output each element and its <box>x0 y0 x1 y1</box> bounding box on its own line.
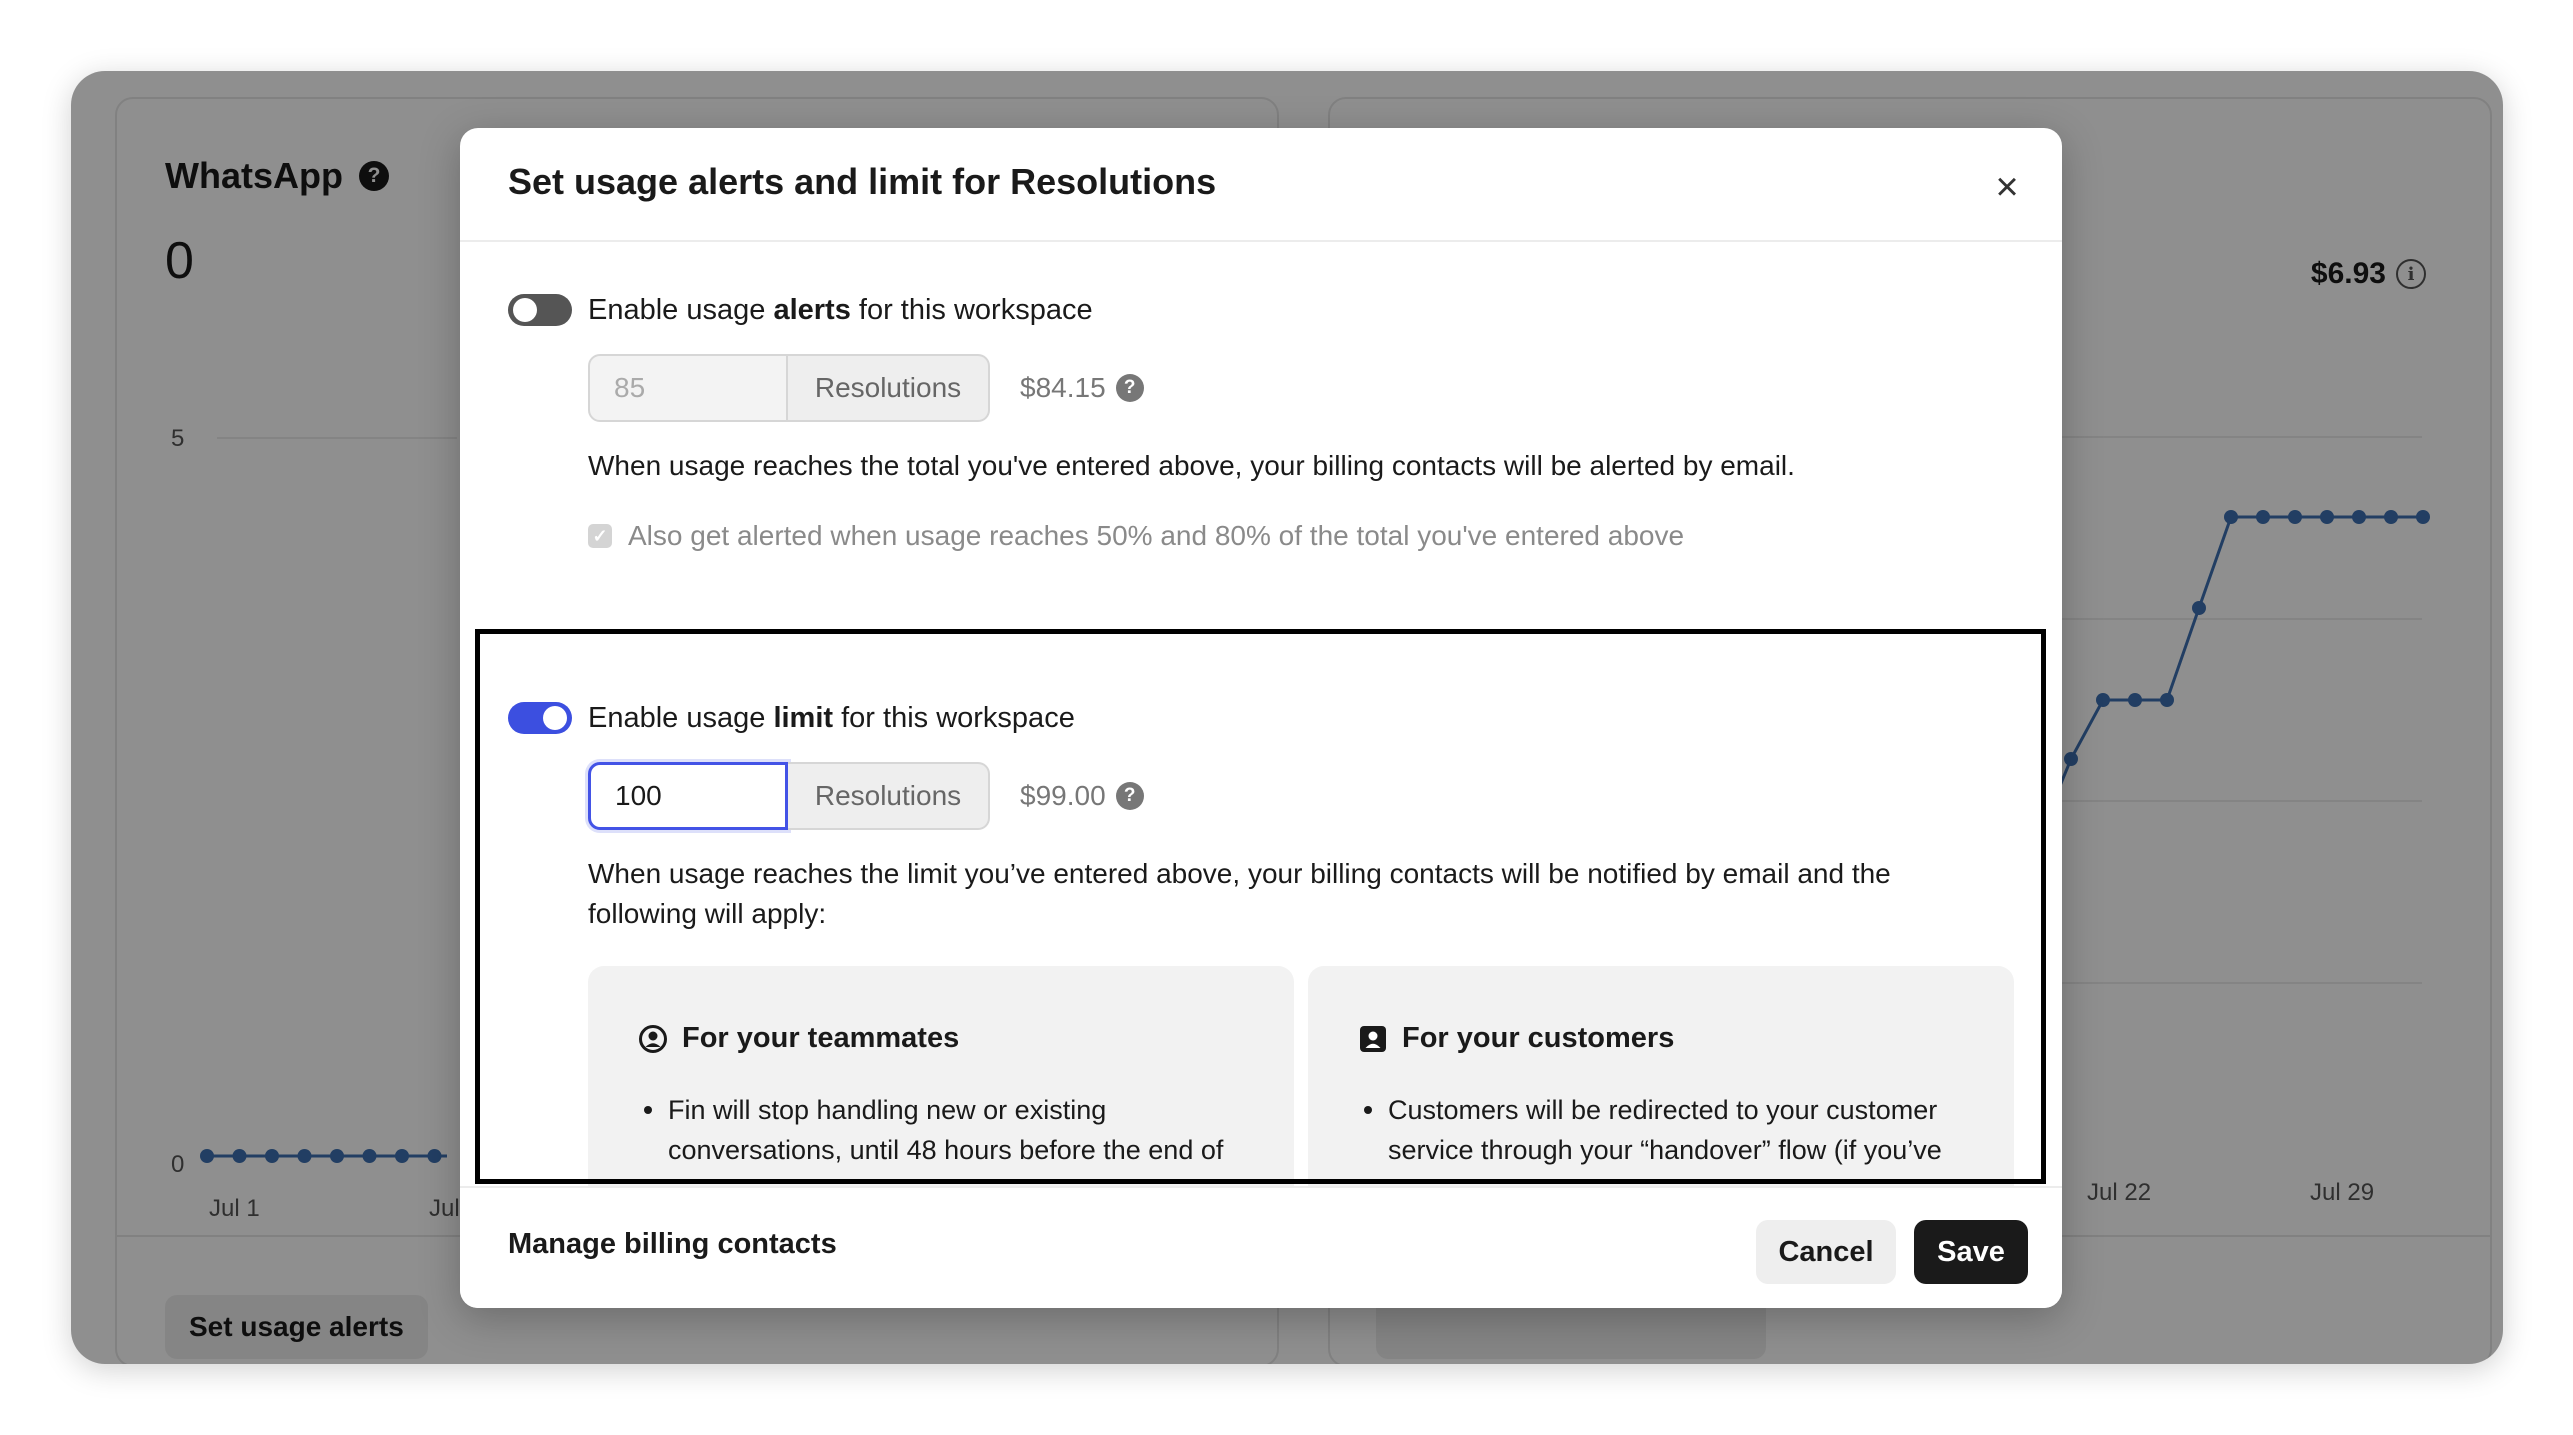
list-item: Fin will stop handling new or existing conversations, until 48 hours before the end of <box>668 1090 1254 1170</box>
help-icon[interactable]: ? <box>359 161 389 191</box>
modal-footer <box>460 1186 2062 1308</box>
manage-billing-contacts-link[interactable]: Manage billing contacts <box>508 1228 837 1260</box>
label-bold-text: alerts <box>773 294 851 326</box>
close-icon[interactable]: × <box>1995 164 2019 209</box>
y-axis-tick: 0 <box>171 1151 185 1178</box>
teammates-card-title <box>638 1022 959 1055</box>
teammates-bullets <box>668 1090 1254 1170</box>
alerts-unit-label: Resolutions <box>788 354 990 422</box>
alerts-threshold-input[interactable]: 85 <box>588 354 788 422</box>
card-title-text: WhatsApp <box>165 155 343 196</box>
cancel-button[interactable]: Cancel <box>1756 1220 1896 1284</box>
label-text: for this workspace <box>833 702 1075 734</box>
customers-bullets <box>1388 1090 1974 1170</box>
alerts-percent-checkbox-row[interactable] <box>588 520 1684 552</box>
usage-value: 0 <box>165 232 194 290</box>
label-text: for this workspace <box>850 294 1093 326</box>
contact-card-icon <box>1358 1024 1388 1054</box>
help-icon[interactable]: ? <box>1116 782 1144 810</box>
price-text: $99.00 <box>1020 780 1106 811</box>
x-axis-tick: Jul 22 <box>2087 1179 2152 1206</box>
y-axis-tick: 5 <box>171 425 185 452</box>
checkbox-label: Also get alerted when usage reaches 50% and 80% of the total you've entered above <box>628 520 1685 551</box>
limit-toggle-label <box>588 702 1075 735</box>
alerts-price <box>1020 372 1144 404</box>
list-item: Customers will be redirected to your customer service through your “handover” flow (if you’ve <box>1388 1090 1974 1170</box>
cost-text: $6.93 <box>2310 257 2386 290</box>
card-title-text: For your teammates <box>682 1022 960 1054</box>
alerts-toggle-label <box>588 294 1093 327</box>
label-text: Enable usage <box>588 294 774 326</box>
x-axis-tick: Jul 1 <box>209 1195 260 1222</box>
x-axis-tick: Jul 29 <box>2310 1179 2375 1206</box>
toggle-knob <box>513 298 537 322</box>
label-bold-text: limit <box>773 702 834 734</box>
save-button[interactable]: Save <box>1914 1220 2028 1284</box>
limit-threshold-input[interactable]: 100 <box>588 762 788 830</box>
checkbox[interactable]: ✓ <box>588 524 612 548</box>
label-text: Enable usage <box>588 702 774 734</box>
help-icon[interactable]: ? <box>1116 374 1144 402</box>
limit-unit-label: Resolutions <box>788 762 990 830</box>
user-circle-icon <box>638 1024 668 1054</box>
modal-title: Set usage alerts and limit for Resolutions <box>508 161 1217 202</box>
customers-card-title <box>1358 1022 1674 1055</box>
limit-price <box>1020 780 1144 812</box>
card-title-text: For your customers <box>1402 1022 1675 1054</box>
limit-toggle[interactable] <box>508 702 572 734</box>
modal-header <box>460 128 2062 242</box>
alerts-description: When usage reaches the total you've entered above, your billing contacts will be alerted by email. <box>588 450 1795 481</box>
usage-alerts-modal <box>460 128 2062 1308</box>
limit-description: When usage reaches the limit you’ve entered above, your billing contacts will be notified by email and the following will apply: <box>588 858 1891 929</box>
price-text: $84.15 <box>1020 372 1106 403</box>
set-usage-alerts-button[interactable]: Set usage alerts <box>165 1295 428 1359</box>
x-axis-tick: Jul <box>429 1195 460 1222</box>
toggle-knob <box>543 706 567 730</box>
alerts-toggle[interactable] <box>508 294 572 326</box>
info-icon[interactable]: i <box>2396 259 2426 289</box>
